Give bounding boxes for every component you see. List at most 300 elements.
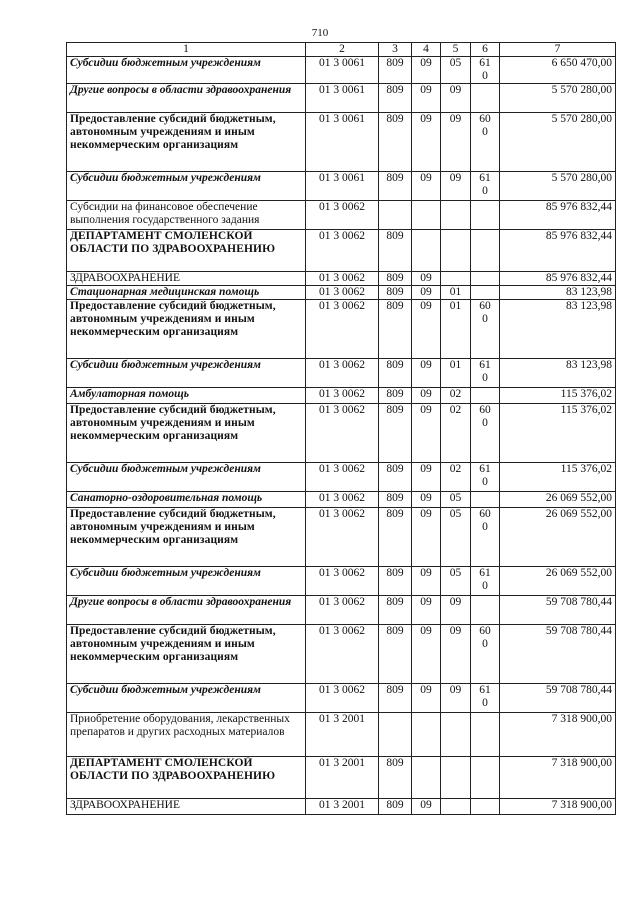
target-article-code-text: 01 3 0062 — [319, 463, 365, 475]
row-description-text: Предоставление субсидий бюджетным, автономным учреждениям и иным некоммерческим организациям — [70, 404, 276, 442]
subsection-code — [441, 84, 471, 113]
amount-value — [500, 625, 616, 684]
subsection-code-text: 05 — [449, 567, 462, 579]
section-code-text: 09 — [420, 172, 432, 184]
table-row — [67, 272, 616, 286]
section-code-text: 09 — [420, 113, 432, 125]
section-code — [412, 300, 441, 359]
section-code-text: 09 — [420, 463, 432, 475]
subsection-code-text: 09 — [449, 684, 462, 696]
amount-value-text: 59 708 780,44 — [545, 625, 612, 637]
department-code-text: 809 — [386, 492, 404, 504]
amount-value-text: 5 570 280,00 — [551, 172, 612, 184]
section-code — [412, 172, 441, 201]
target-article-code-text: 01 3 0062 — [319, 388, 365, 400]
amount-value — [500, 388, 616, 404]
amount-value-text: 115 376,02 — [560, 388, 612, 400]
section-code — [412, 492, 441, 508]
amount-value — [500, 596, 616, 625]
row-description-text: Субсидии бюджетным учреждениям — [70, 359, 261, 371]
section-code-text: 09 — [420, 799, 432, 811]
column-header: 6 — [471, 43, 500, 57]
table-row — [67, 684, 616, 713]
expense-type-code — [471, 404, 500, 463]
target-article-code-text: 01 3 0062 — [319, 492, 365, 504]
section-code-text: 09 — [420, 286, 432, 298]
section-code — [412, 684, 441, 713]
subsection-code — [441, 57, 471, 84]
section-code-text: 09 — [420, 684, 432, 696]
target-article-code — [306, 57, 379, 84]
section-code-text: 09 — [420, 84, 432, 96]
table-row — [67, 713, 616, 757]
row-description — [67, 713, 306, 757]
target-article-code — [306, 272, 379, 286]
amount-value-text: 6 650 470,00 — [551, 57, 612, 69]
row-description — [67, 508, 306, 567]
amount-value — [500, 799, 616, 815]
amount-value — [500, 508, 616, 567]
section-code — [412, 713, 441, 757]
expense-type-code — [471, 625, 500, 684]
department-code-text: 809 — [386, 359, 404, 371]
subsection-code-text: 09 — [449, 84, 462, 96]
subsection-code-text: 09 — [449, 625, 462, 637]
section-code — [412, 388, 441, 404]
section-code — [412, 596, 441, 625]
amount-value-text: 5 570 280,00 — [551, 84, 612, 96]
row-description — [67, 799, 306, 815]
expense-type-code — [471, 113, 500, 172]
row-description-text: Стационарная медицинская помощь — [70, 286, 260, 298]
target-article-code-text: 01 3 0062 — [319, 596, 365, 608]
amount-value-text: 59 708 780,44 — [545, 596, 612, 608]
department-code-text: 809 — [386, 57, 404, 69]
department-code-text: 809 — [386, 172, 404, 184]
department-code — [379, 492, 412, 508]
amount-value-text: 115 376,02 — [560, 404, 612, 416]
row-description — [67, 567, 306, 596]
subsection-code — [441, 404, 471, 463]
table-row — [67, 508, 616, 567]
department-code — [379, 84, 412, 113]
department-code-text: 809 — [386, 508, 404, 520]
amount-value — [500, 113, 616, 172]
table-row — [67, 757, 616, 799]
section-code-text: 09 — [420, 404, 432, 416]
table-row — [67, 567, 616, 596]
department-code-text: 809 — [386, 84, 404, 96]
amount-value-text: 7 318 900,00 — [551, 799, 612, 811]
subsection-code — [441, 300, 471, 359]
table-row — [67, 799, 616, 815]
target-article-code — [306, 388, 379, 404]
subsection-code — [441, 172, 471, 201]
expense-type-code — [471, 567, 500, 596]
subsection-code-text: 02 — [449, 404, 462, 416]
department-code — [379, 286, 412, 300]
expense-type-code — [471, 172, 500, 201]
amount-value — [500, 713, 616, 757]
target-article-code — [306, 359, 379, 388]
target-article-code-text: 01 3 0062 — [319, 684, 365, 696]
expense-type-code — [471, 684, 500, 713]
row-description-text: Предоставление субсидий бюджетным, автономным учреждениям и иным некоммерческим организациям — [70, 300, 276, 338]
target-article-code-text: 01 3 0062 — [319, 300, 365, 312]
subsection-code-text: 05 — [449, 508, 462, 520]
amount-value — [500, 286, 616, 300]
department-code — [379, 172, 412, 201]
expense-type-code — [471, 359, 500, 388]
amount-value-text: 85 976 832,44 — [545, 272, 612, 284]
department-code-text: 809 — [386, 272, 404, 284]
target-article-code — [306, 567, 379, 596]
department-code — [379, 799, 412, 815]
department-code-text: 809 — [386, 567, 404, 579]
section-code-text: 09 — [420, 492, 432, 504]
target-article-code — [306, 201, 379, 230]
expense-type-code — [471, 272, 500, 286]
row-description-text: Предоставление субсидий бюджетным, автономным учреждениям и иным некоммерческим организациям — [70, 508, 276, 546]
subsection-code — [441, 272, 471, 286]
target-article-code — [306, 596, 379, 625]
expense-type-code — [471, 799, 500, 815]
target-article-code-text: 01 3 2001 — [319, 713, 365, 725]
amount-value-text: 59 708 780,44 — [545, 684, 612, 696]
column-header: 1 — [67, 43, 306, 57]
section-code-text: 09 — [420, 567, 432, 579]
section-code — [412, 757, 441, 799]
amount-value-text: 7 318 900,00 — [551, 757, 612, 769]
table-row — [67, 596, 616, 625]
subsection-code-text: 05 — [449, 57, 462, 69]
target-article-code — [306, 508, 379, 567]
section-code — [412, 286, 441, 300]
target-article-code-text: 01 3 0061 — [319, 57, 365, 69]
amount-value-text: 83 123,98 — [566, 359, 612, 371]
subsection-code-text: 01 — [449, 300, 462, 312]
section-code — [412, 463, 441, 492]
table-row — [67, 172, 616, 201]
column-header: 5 — [441, 43, 471, 57]
table-row — [67, 404, 616, 463]
department-code-text: 809 — [386, 388, 404, 400]
department-code — [379, 113, 412, 172]
amount-value — [500, 359, 616, 388]
target-article-code — [306, 286, 379, 300]
table-row — [67, 359, 616, 388]
section-code-text: 09 — [420, 272, 432, 284]
table-row — [67, 625, 616, 684]
section-code — [412, 404, 441, 463]
amount-value — [500, 757, 616, 799]
department-code-text: 809 — [386, 286, 404, 298]
target-article-code-text: 01 3 0062 — [319, 359, 365, 371]
expense-type-code-text: 60 0 — [479, 113, 491, 138]
department-code — [379, 359, 412, 388]
department-code-text: 809 — [386, 404, 404, 416]
expense-type-code-text: 60 0 — [479, 300, 491, 325]
expense-type-code — [471, 388, 500, 404]
department-code-text: 809 — [386, 596, 404, 608]
target-article-code — [306, 172, 379, 201]
row-description — [67, 388, 306, 404]
amount-value — [500, 492, 616, 508]
expense-type-code — [471, 230, 500, 272]
department-code-text: 809 — [386, 463, 404, 475]
row-description-text: Санаторно-оздоровительная помощь — [70, 492, 263, 504]
amount-value-text: 83 123,98 — [566, 286, 612, 298]
target-article-code-text: 01 3 0062 — [319, 567, 365, 579]
table-row — [67, 492, 616, 508]
row-description — [67, 272, 306, 286]
table-row — [67, 57, 616, 84]
target-article-code — [306, 84, 379, 113]
row-description-text: ЗДРАВООХРАНЕНИЕ — [70, 799, 181, 811]
expense-type-code-text: 61 0 — [479, 359, 491, 384]
subsection-code-text: 09 — [449, 113, 462, 125]
target-article-code-text: 01 3 0062 — [319, 230, 365, 242]
row-description — [67, 300, 306, 359]
subsection-code — [441, 713, 471, 757]
target-article-code — [306, 404, 379, 463]
subsection-code — [441, 684, 471, 713]
expense-type-code — [471, 286, 500, 300]
row-description-text: ДЕПАРТАМЕНТ СМОЛЕНСКОЙ ОБЛАСТИ ПО ЗДРАВООХРАНЕНИЮ — [70, 230, 276, 255]
expense-type-code-text: 61 0 — [479, 567, 491, 592]
row-description — [67, 286, 306, 300]
section-code-text: 09 — [420, 508, 432, 520]
section-code — [412, 84, 441, 113]
expense-type-code — [471, 201, 500, 230]
department-code-text: 809 — [386, 230, 404, 242]
target-article-code-text: 01 3 0062 — [319, 508, 365, 520]
row-description-text: Субсидии бюджетным учреждениям — [70, 172, 261, 184]
subsection-code — [441, 625, 471, 684]
row-description — [67, 625, 306, 684]
subsection-code-text: 05 — [449, 492, 462, 504]
subsection-code — [441, 286, 471, 300]
row-description — [67, 359, 306, 388]
section-code-text: 09 — [420, 359, 432, 371]
section-code-text: 09 — [420, 57, 432, 69]
subsection-code — [441, 388, 471, 404]
amount-value — [500, 172, 616, 201]
department-code — [379, 463, 412, 492]
target-article-code — [306, 113, 379, 172]
department-code — [379, 625, 412, 684]
subsection-code-text: 09 — [449, 596, 462, 608]
target-article-code — [306, 684, 379, 713]
subsection-code — [441, 201, 471, 230]
column-header: 7 — [500, 43, 616, 57]
target-article-code-text: 01 3 0062 — [319, 625, 365, 637]
amount-value — [500, 201, 616, 230]
department-code — [379, 272, 412, 286]
row-description-text: Предоставление субсидий бюджетным, автономным учреждениям и иным некоммерческим организациям — [70, 113, 276, 151]
department-code — [379, 713, 412, 757]
department-code — [379, 201, 412, 230]
expense-type-code — [471, 57, 500, 84]
table-row — [67, 286, 616, 300]
amount-value-text: 83 123,98 — [566, 300, 612, 312]
expense-type-code — [471, 492, 500, 508]
department-code — [379, 388, 412, 404]
target-article-code-text: 01 3 0061 — [319, 172, 365, 184]
row-description-text: Амбулаторная помощь — [70, 388, 189, 400]
row-description — [67, 57, 306, 84]
table-row — [67, 388, 616, 404]
department-code — [379, 404, 412, 463]
expense-type-code — [471, 757, 500, 799]
section-code — [412, 57, 441, 84]
section-code — [412, 508, 441, 567]
expense-type-code — [471, 596, 500, 625]
subsection-code-text: 09 — [449, 172, 462, 184]
section-code-text: 09 — [420, 596, 432, 608]
department-code — [379, 596, 412, 625]
subsection-code — [441, 596, 471, 625]
subsection-code — [441, 757, 471, 799]
row-description — [67, 757, 306, 799]
table-row — [67, 300, 616, 359]
amount-value-text: 5 570 280,00 — [551, 113, 612, 125]
department-code — [379, 57, 412, 84]
department-code-text: 809 — [386, 625, 404, 637]
department-code-text: 809 — [386, 300, 404, 312]
column-header: 4 — [412, 43, 441, 57]
section-code — [412, 799, 441, 815]
amount-value — [500, 567, 616, 596]
section-code — [412, 201, 441, 230]
amount-value — [500, 684, 616, 713]
department-code — [379, 230, 412, 272]
subsection-code — [441, 799, 471, 815]
row-description-text: Предоставление субсидий бюджетным, автономным учреждениям и иным некоммерческим организациям — [70, 625, 276, 663]
department-code — [379, 567, 412, 596]
expense-type-code-text: 60 0 — [479, 625, 491, 650]
row-description-text: Субсидии бюджетным учреждениям — [70, 567, 261, 579]
target-article-code-text: 01 3 0062 — [319, 201, 365, 213]
subsection-code — [441, 567, 471, 596]
expense-type-code-text: 61 0 — [479, 684, 491, 709]
target-article-code — [306, 799, 379, 815]
subsection-code-text: 02 — [449, 463, 462, 475]
department-code — [379, 757, 412, 799]
section-code-text: 09 — [420, 625, 432, 637]
department-code — [379, 300, 412, 359]
table-header-row — [67, 43, 616, 57]
subsection-code — [441, 230, 471, 272]
amount-value — [500, 300, 616, 359]
subsection-code-text: 02 — [449, 388, 462, 400]
amount-value — [500, 57, 616, 84]
row-description-text: ДЕПАРТАМЕНТ СМОЛЕНСКОЙ ОБЛАСТИ ПО ЗДРАВООХРАНЕНИЮ — [70, 757, 276, 782]
row-description-text: Субсидии бюджетным учреждениям — [70, 57, 261, 69]
row-description — [67, 463, 306, 492]
department-code-text: 809 — [386, 684, 404, 696]
amount-value — [500, 463, 616, 492]
expense-type-code-text: 61 0 — [479, 57, 491, 82]
amount-value-text: 26 069 552,00 — [545, 492, 612, 504]
expense-type-code — [471, 84, 500, 113]
target-article-code — [306, 625, 379, 684]
target-article-code — [306, 230, 379, 272]
table-row — [67, 230, 616, 272]
target-article-code — [306, 713, 379, 757]
expense-type-code-text: 61 0 — [479, 463, 491, 488]
expense-type-code — [471, 463, 500, 492]
target-article-code — [306, 492, 379, 508]
row-description-text: Субсидии бюджетным учреждениям — [70, 684, 261, 696]
amount-value — [500, 272, 616, 286]
expense-type-code-text: 60 0 — [479, 404, 491, 429]
target-article-code-text: 01 3 0061 — [319, 84, 365, 96]
section-code — [412, 272, 441, 286]
column-header: 3 — [379, 43, 412, 57]
amount-value-text: 7 318 900,00 — [551, 713, 612, 725]
budget-table — [66, 42, 616, 815]
amount-value-text: 26 069 552,00 — [545, 567, 612, 579]
amount-value — [500, 404, 616, 463]
subsection-code — [441, 463, 471, 492]
target-article-code-text: 01 3 0062 — [319, 272, 365, 284]
expense-type-code — [471, 300, 500, 359]
subsection-code — [441, 508, 471, 567]
row-description-text: Субсидии на финансовое обеспечение выполнения государственного задания — [70, 201, 260, 226]
page-number: 710 — [311, 27, 329, 39]
row-description — [67, 684, 306, 713]
department-code — [379, 684, 412, 713]
amount-value — [500, 230, 616, 272]
section-code-text: 09 — [420, 388, 432, 400]
expense-type-code-text: 60 0 — [479, 508, 491, 533]
subsection-code-text: 01 — [449, 286, 462, 298]
subsection-code — [441, 492, 471, 508]
row-description — [67, 201, 306, 230]
amount-value-text: 26 069 552,00 — [545, 508, 612, 520]
table-row — [67, 201, 616, 230]
row-description-text: Приобретение оборудования, лекарственных препаратов и других расходных материалов — [70, 713, 290, 738]
section-code — [412, 359, 441, 388]
target-article-code — [306, 300, 379, 359]
section-code — [412, 625, 441, 684]
amount-value-text: 115 376,02 — [560, 463, 612, 475]
table-row — [67, 84, 616, 113]
section-code — [412, 567, 441, 596]
target-article-code — [306, 463, 379, 492]
column-header: 2 — [306, 43, 379, 57]
row-description-text: Другие вопросы в области здравоохранения — [70, 84, 292, 96]
row-description-text: ЗДРАВООХРАНЕНИЕ — [70, 272, 181, 284]
target-article-code-text: 01 3 0062 — [319, 286, 365, 298]
target-article-code — [306, 757, 379, 799]
section-code — [412, 230, 441, 272]
row-description — [67, 404, 306, 463]
expense-type-code — [471, 713, 500, 757]
department-code-text: 809 — [386, 757, 404, 769]
target-article-code-text: 01 3 2001 — [319, 757, 365, 769]
subsection-code — [441, 113, 471, 172]
row-description — [67, 230, 306, 272]
amount-value — [500, 84, 616, 113]
expense-type-code-text: 61 0 — [479, 172, 491, 197]
row-description — [67, 84, 306, 113]
row-description — [67, 113, 306, 172]
table-row — [67, 463, 616, 492]
row-description — [67, 596, 306, 625]
target-article-code-text: 01 3 0061 — [319, 113, 365, 125]
